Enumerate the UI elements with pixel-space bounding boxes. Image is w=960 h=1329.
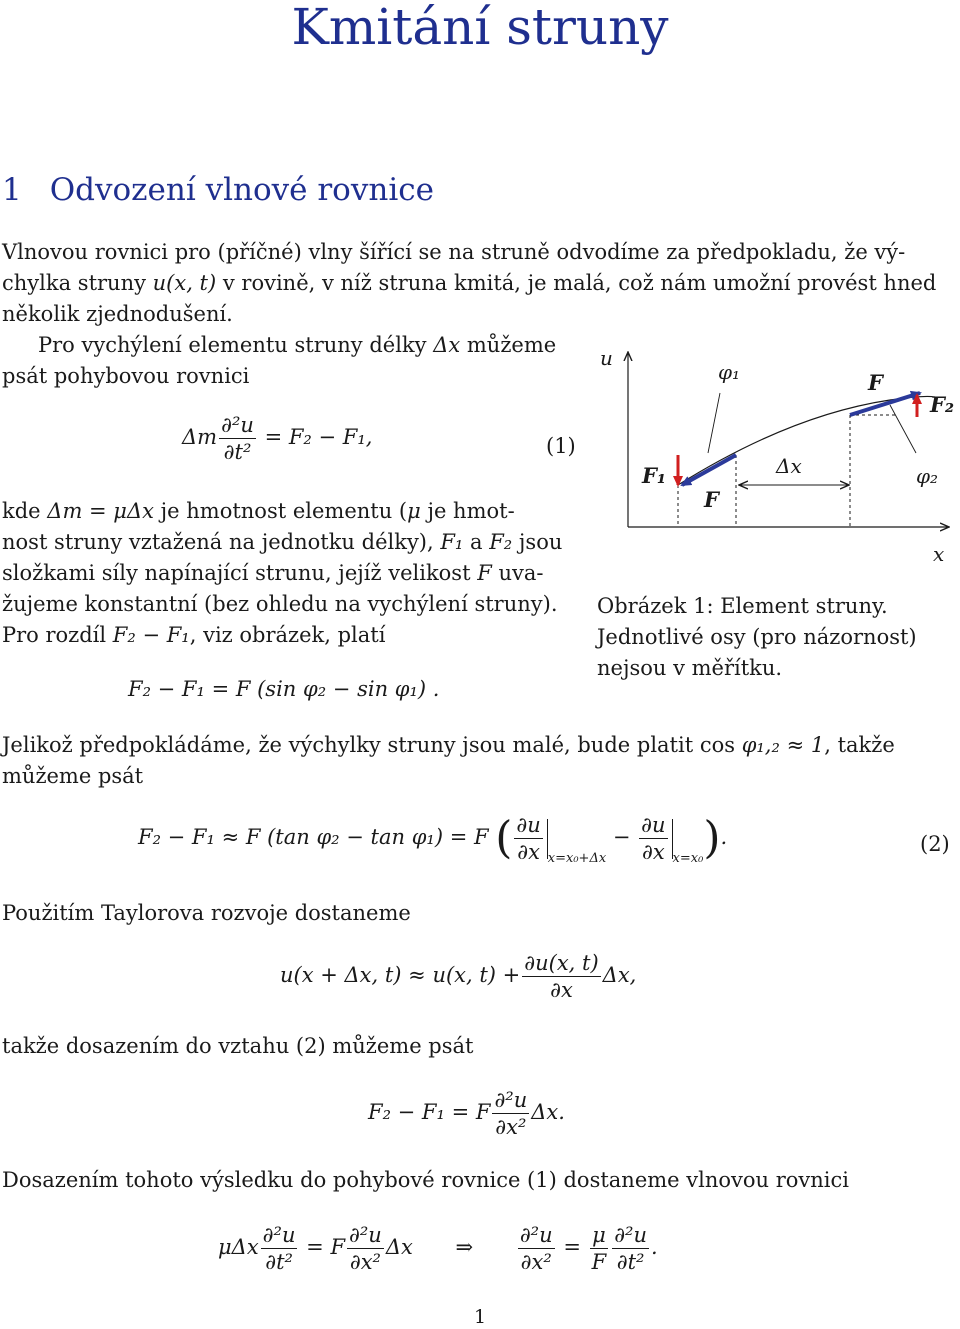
section-heading xyxy=(2,172,434,208)
paren-open: ( xyxy=(495,812,513,864)
intro-line-1: Vlnovou rovnici pro (příčné) vlny šířící se na struně odvodíme za předpokladu, že vý- xyxy=(2,240,906,264)
intro-line-2 xyxy=(2,268,936,299)
text: je hmot- xyxy=(420,499,515,523)
evaluation-point: x=x₀+Δx xyxy=(547,851,607,866)
text: Pro vychýlení elementu struny délky xyxy=(38,333,434,357)
page-number: 1 xyxy=(473,1306,487,1328)
denominator: F xyxy=(591,1250,607,1274)
math-inline: u(x, t) xyxy=(152,271,217,295)
axis-u-label: u xyxy=(600,346,613,370)
dx-label: Δx xyxy=(776,454,802,478)
fraction xyxy=(590,1222,609,1275)
denominator: ∂x² xyxy=(520,1250,552,1274)
fraction xyxy=(261,1222,298,1275)
text: je hmotnost elementu ( xyxy=(153,499,408,523)
force-F-right-arrow xyxy=(850,393,920,415)
p2-line-1 xyxy=(38,330,556,361)
numerator: ∂²u xyxy=(349,1223,382,1247)
equation-sin: F₂ − F₁ = F (sin φ₂ − sin φ₁) . xyxy=(128,677,440,701)
text: Pro rozdíl xyxy=(2,623,113,647)
denominator: ∂x² xyxy=(349,1250,381,1274)
text: jsou xyxy=(512,530,563,554)
p3-line-2 xyxy=(2,527,562,558)
math-inline: F₁ xyxy=(440,530,464,554)
figure-caption-line-3: nejsou v měřítku. xyxy=(597,656,783,680)
eq-term: Δx xyxy=(385,1235,413,1259)
denominator: ∂x² xyxy=(495,1115,527,1139)
force-F-left-arrow xyxy=(682,455,736,485)
math-inline: Δx xyxy=(433,333,461,357)
implies-arrow: ⇒ xyxy=(455,1235,474,1259)
force-F1-label: F₁ xyxy=(642,463,667,488)
fraction xyxy=(347,1222,384,1275)
fraction xyxy=(639,812,667,865)
math-inline: μ xyxy=(407,499,421,523)
denominator: ∂t² xyxy=(616,1250,645,1274)
p6: takže dosazením do vztahu (2) můžeme psát xyxy=(2,1034,474,1058)
numerator: ∂²u xyxy=(614,1223,648,1247)
eq-rhs: = F₂ − F₁, xyxy=(264,425,373,449)
equation-3 xyxy=(368,1087,565,1140)
p7: Dosazením tohoto výsledku do pohybové rovnice (1) dostaneme vlnovou rovnici xyxy=(2,1168,849,1192)
phi1-label: φ₁ xyxy=(718,360,741,384)
p2-line-2: psát pohybovou rovnici xyxy=(2,364,250,388)
numerator: ∂u xyxy=(516,813,541,837)
text: , takže xyxy=(824,733,895,757)
phi1-guide xyxy=(708,393,720,453)
axis-x-label: x xyxy=(933,542,945,566)
equation-wave xyxy=(218,1222,658,1275)
eq-term: μΔx xyxy=(218,1235,259,1259)
intro-line-3: několik zjednodušení. xyxy=(2,302,233,326)
equation-2: F₂ − F₁ ≈ F (tan φ₂ − tan φ₁) = F ( $\frac{\partial u}{\partial x}$ $_{x=x_0+\Delta x}$ − $\frac{\partial u}{\partial x}$ $_{x=x_0}$). xyxy=(138,812,728,866)
numerator: ∂u xyxy=(641,813,666,837)
fraction xyxy=(492,1087,529,1140)
equation-taylor xyxy=(280,950,636,1003)
evaluation-point: x=x₀ xyxy=(672,851,704,866)
math-inline: F xyxy=(477,561,492,585)
p5: Použitím Taylorova rozvoje dostaneme xyxy=(2,901,411,925)
eq-rhs: Δx. xyxy=(531,1100,565,1124)
figure-caption-line-1: Obrázek 1: Element struny. xyxy=(597,594,888,618)
text: Jelikož předpokládáme, že výchylky struny jsou malé, bude platit cos xyxy=(2,733,742,757)
section-number: 1 xyxy=(2,172,22,208)
fraction xyxy=(219,412,256,465)
equation-2-label: (2) xyxy=(920,832,950,856)
math-inline: F₂ xyxy=(489,530,513,554)
text: můžeme xyxy=(460,333,557,357)
text: , viz obrázek, platí xyxy=(189,623,386,647)
eq-lhs: F₂ − F₁ ≈ F (tan φ₂ − tan φ₁) = F xyxy=(138,825,489,849)
text: uva- xyxy=(491,561,544,585)
numerator: ∂²u xyxy=(221,413,254,437)
fraction xyxy=(514,812,542,865)
equation-1 xyxy=(182,412,372,465)
string-element-figure xyxy=(590,335,960,595)
paren-close: ) xyxy=(703,812,721,864)
text: a xyxy=(463,530,490,554)
p3-line-4: žujeme konstantní (bez ohledu na vychýlení struny). xyxy=(2,592,558,616)
text: nost struny vztažená na jednotku délky), xyxy=(2,530,441,554)
denominator: ∂t² xyxy=(223,440,252,464)
eq-term: = F xyxy=(306,1235,346,1259)
page-title: Kmitání struny xyxy=(291,0,669,56)
p3-line-5 xyxy=(2,620,385,651)
denominator: ∂t² xyxy=(265,1250,293,1274)
phi2-label: φ₂ xyxy=(916,464,939,488)
section-title: Odvození vlnové rovnice xyxy=(49,172,434,208)
math-inline: φ₁,₂ ≈ 1 xyxy=(741,733,825,757)
text: složkami síly napínající strunu, jejíž velikost xyxy=(2,561,478,585)
text: kde xyxy=(2,499,48,523)
phi2-guide xyxy=(890,405,916,453)
force-F-top-label: F xyxy=(868,370,883,395)
text: chylka struny xyxy=(2,271,153,295)
eq-lhs: Δm xyxy=(182,425,218,449)
minus-sign: − xyxy=(612,825,631,849)
period: . xyxy=(651,1235,658,1259)
force-F2-label: F₂ xyxy=(930,392,955,417)
eq-lhs: F₂ − F₁ = F xyxy=(368,1100,491,1124)
p4-line-2: můžeme psát xyxy=(2,764,144,788)
fraction xyxy=(522,950,600,1003)
p3-line-3 xyxy=(2,558,543,589)
equals-sign: = xyxy=(563,1235,581,1259)
numerator: ∂²u xyxy=(262,1223,296,1247)
math-inline: Δm = μΔx xyxy=(47,499,154,523)
numerator: ∂u(x, t) xyxy=(524,951,599,975)
numerator: ∂²u xyxy=(494,1088,528,1112)
fraction xyxy=(518,1222,555,1275)
denominator: ∂x xyxy=(550,978,573,1002)
numerator: ∂²u xyxy=(519,1223,553,1247)
math-inline: F₂ − F₁ xyxy=(112,623,190,647)
eq-lhs: u(x + Δx, t) ≈ u(x, t) + xyxy=(280,963,521,987)
equation-1-label: (1) xyxy=(546,434,576,458)
text: v rovině, v níž struna kmitá, je malá, což nám umožní provést hned xyxy=(216,271,937,295)
numerator: μ xyxy=(590,1222,609,1249)
force-F-bottom-label: F xyxy=(704,487,719,512)
figure-caption-line-2: Jednotlivé osy (pro názornost) xyxy=(597,625,917,649)
denominator: ∂x xyxy=(517,840,540,864)
p4-line-1 xyxy=(2,730,895,761)
p3-line-1 xyxy=(2,496,515,527)
denominator: ∂x xyxy=(642,840,665,864)
fraction xyxy=(612,1222,649,1275)
eq-rhs: Δx, xyxy=(602,963,637,987)
